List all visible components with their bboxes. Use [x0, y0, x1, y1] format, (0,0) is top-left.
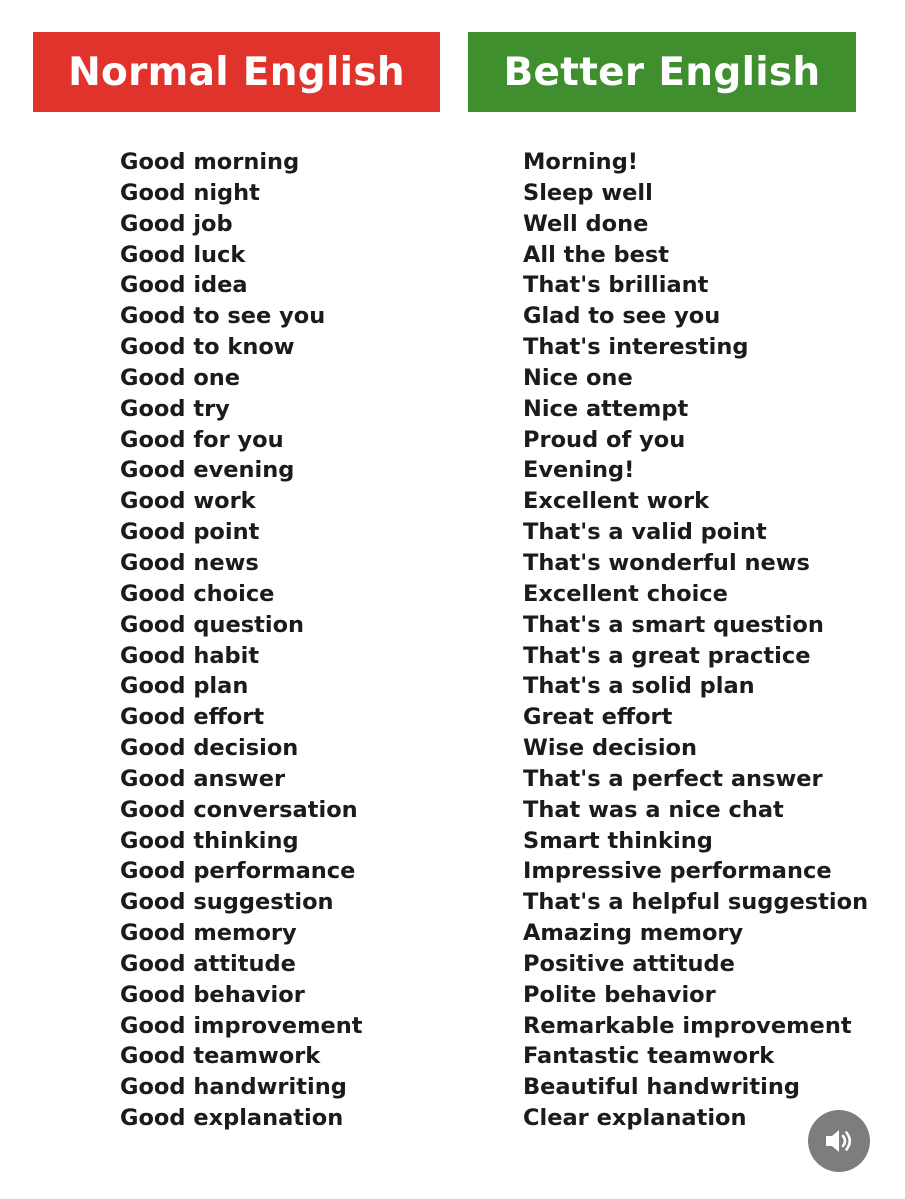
better-phrase: Well done	[523, 210, 649, 237]
normal-english-title: Normal English	[68, 49, 405, 95]
better-phrase: Proud of you	[523, 426, 686, 453]
normal-phrase: Good point	[120, 519, 260, 546]
better-phrase: Excellent choice	[523, 580, 728, 607]
normal-phrase: Good memory	[120, 920, 297, 947]
normal-phrase: Good suggestion	[120, 889, 334, 916]
normal-phrase: Good attitude	[120, 950, 296, 977]
normal-phrase: Good teamwork	[120, 1043, 321, 1070]
normal-phrase: Good to know	[120, 334, 295, 361]
normal-phrase: Good answer	[120, 765, 286, 792]
better-phrase: That's wonderful news	[523, 549, 810, 576]
normal-phrase: Good handwriting	[120, 1074, 347, 1101]
better-phrase: Impressive performance	[523, 858, 832, 885]
audio-button[interactable]	[808, 1110, 870, 1172]
normal-phrase: Good try	[120, 395, 230, 422]
normal-english-header	[33, 32, 440, 112]
normal-phrase: Good luck	[120, 241, 246, 268]
better-phrase: Beautiful handwriting	[523, 1074, 800, 1101]
better-phrase: Remarkable improvement	[523, 1012, 852, 1039]
normal-phrase: Good idea	[120, 272, 248, 299]
speaker-icon	[824, 1127, 854, 1155]
better-phrase: Wise decision	[523, 735, 698, 762]
normal-phrase: Good night	[120, 179, 260, 206]
normal-phrase: Good improvement	[120, 1012, 363, 1039]
better-phrase-list	[523, 147, 868, 1134]
better-phrase: Excellent work	[523, 488, 710, 515]
better-english-header	[468, 32, 856, 112]
better-phrase: Nice attempt	[523, 395, 689, 422]
better-phrase: That's a great practice	[523, 642, 811, 669]
better-phrase: Glad to see you	[523, 303, 721, 330]
normal-phrase: Good morning	[120, 149, 300, 175]
normal-phrase: Good choice	[120, 580, 275, 607]
normal-phrase: Good thinking	[120, 827, 299, 854]
normal-phrase: Good news	[120, 549, 259, 576]
better-phrase: Great effort	[523, 704, 673, 731]
better-phrase: That's interesting	[523, 334, 749, 361]
better-phrase: That's a valid point	[523, 519, 767, 546]
better-phrase: Fantastic teamwork	[523, 1043, 775, 1070]
better-phrase: Sleep well	[523, 179, 653, 206]
normal-phrase: Good decision	[120, 735, 299, 762]
normal-phrase: Good plan	[120, 673, 249, 700]
better-phrase: Positive attitude	[523, 950, 735, 977]
normal-phrase: Good effort	[120, 704, 265, 731]
better-phrase: Polite behavior	[523, 981, 716, 1008]
better-phrase: Evening!	[523, 457, 635, 484]
better-phrase: That's a solid plan	[523, 673, 755, 700]
normal-phrase-list	[120, 147, 363, 1134]
normal-phrase: Good question	[120, 611, 305, 638]
normal-phrase: Good behavior	[120, 981, 305, 1008]
better-phrase: Nice one	[523, 364, 633, 391]
better-phrase: That's brilliant	[523, 272, 709, 299]
normal-phrase: Good explanation	[120, 1105, 344, 1132]
normal-phrase: Good work	[120, 488, 256, 515]
normal-phrase: Good habit	[120, 642, 260, 669]
normal-phrase: Good for you	[120, 426, 284, 453]
better-phrase: Morning!	[523, 149, 639, 175]
normal-phrase: Good to see you	[120, 303, 326, 330]
normal-phrase: Good job	[120, 210, 233, 237]
better-english-title: Better English	[503, 49, 821, 95]
better-phrase: That was a nice chat	[523, 796, 784, 823]
normal-phrase: Good performance	[120, 858, 356, 885]
better-phrase: Smart thinking	[523, 827, 713, 854]
better-phrase: Amazing memory	[523, 920, 744, 947]
better-phrase: Clear explanation	[523, 1105, 747, 1132]
normal-phrase: Good conversation	[120, 796, 358, 823]
better-phrase: That's a helpful suggestion	[523, 889, 869, 916]
better-phrase: That's a smart question	[523, 611, 824, 638]
normal-phrase: Good one	[120, 364, 241, 391]
better-phrase: That's a perfect answer	[523, 765, 823, 792]
better-phrase: All the best	[523, 241, 670, 268]
normal-phrase: Good evening	[120, 457, 295, 484]
